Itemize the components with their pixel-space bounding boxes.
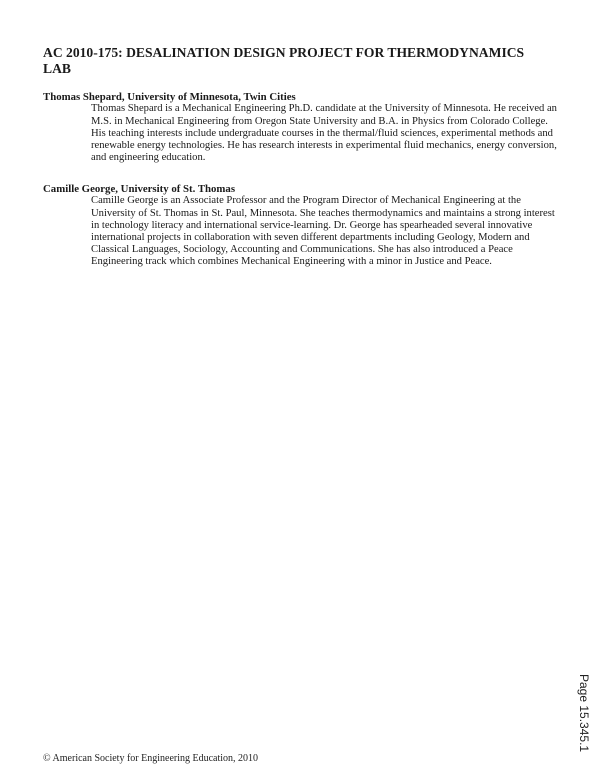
page-number: Page 15.345.1 xyxy=(577,674,591,753)
author-block-shepard xyxy=(43,91,563,164)
copyright-footer: © American Society for Engineering Education, 2010 xyxy=(43,753,259,764)
paper-title: AC 2010-175: DESALINATION DESIGN PROJECT FOR THERMODYNAMICS LAB xyxy=(43,45,525,76)
author-name: Camille George, University of St. Thomas xyxy=(43,183,236,195)
author-block-george xyxy=(43,183,563,268)
author-bio: Camille George is an Associate Professor and the Program Director of Mechanical Engineering at the University of St. Thomas in St. Paul, Minnesota. She teaches thermodynamics and maintains a strong interest in technology literacy and international service-learning. Dr. George has spearheaded several innovative international projects in collaboration with seven different departments including Geology, Modern and Classical Languages, Sociology, Accounting and Communications. She has also introduced a Peace Engineering track which combines Mechanical Engineering with a minor in Justice and Peace. xyxy=(91,195,555,267)
author-name: Thomas Shepard, University of Minnesota, Twin Cities xyxy=(43,91,296,103)
author-bio: Thomas Shepard is a Mechanical Engineering Ph.D. candidate at the University of Minnesota. He received an M.S. in Mechanical Engineering from Oregon State University and B.A. in Physics from Colorado College. His teaching interests include undergraduate courses in the thermal/fluid sciences, experimental methods and renewable energy technologies. He has research interests in experimental fluid mechanics, energy conversion, and engineering education. xyxy=(91,103,557,163)
